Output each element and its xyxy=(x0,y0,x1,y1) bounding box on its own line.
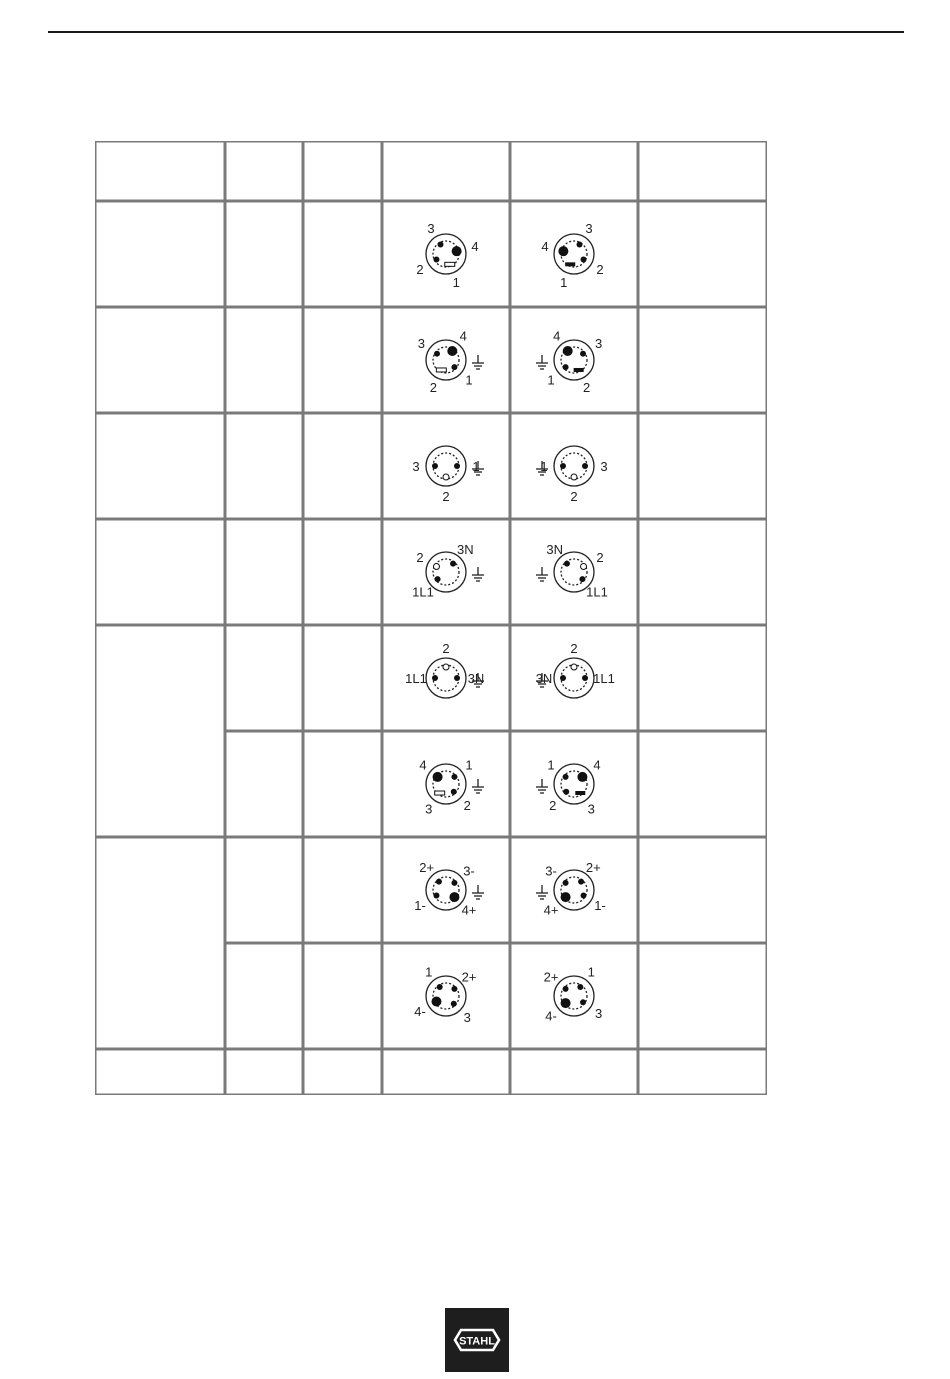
pin-label: 3 xyxy=(594,335,603,351)
contact-pin xyxy=(582,675,588,681)
contact-pin xyxy=(577,984,583,990)
pin-label: 2 xyxy=(442,489,450,504)
connector-outer-ring xyxy=(554,764,594,804)
pin-label: 3N xyxy=(546,542,564,558)
pin-label: 3 xyxy=(425,801,433,817)
connector-face xyxy=(536,641,615,698)
contact-pin xyxy=(563,789,569,795)
pin-label: 4+ xyxy=(461,902,477,918)
earth-icon xyxy=(472,567,484,581)
pin-label: 1 xyxy=(452,275,460,291)
contact-pin xyxy=(432,675,438,681)
pin-label: 2+ xyxy=(585,860,601,876)
contact-pin xyxy=(579,576,585,582)
contact-pin xyxy=(454,463,460,469)
earth-icon xyxy=(536,885,548,899)
pin-label: 2 xyxy=(570,489,578,504)
pin-label: 4- xyxy=(545,1008,557,1024)
connector-face xyxy=(412,446,484,504)
contact-pin xyxy=(561,998,571,1008)
contact-pin xyxy=(581,257,587,263)
pin-label: 2 xyxy=(596,550,604,565)
contact-pin xyxy=(447,346,457,356)
table-grid xyxy=(95,141,767,1095)
contact-pin xyxy=(580,999,586,1005)
pin-label: 2 xyxy=(596,262,604,277)
contact-pin xyxy=(451,986,457,992)
pin-label: 1- xyxy=(594,898,606,913)
pin-label: 4 xyxy=(419,757,427,773)
connector-outer-ring xyxy=(554,340,594,380)
pin-label: 1L1 xyxy=(586,584,608,600)
connector-face xyxy=(414,964,476,1025)
connector-outer-ring xyxy=(426,976,466,1016)
contact-pin xyxy=(450,561,456,567)
pin-label: 3 xyxy=(594,1006,603,1022)
pin-label: 1 xyxy=(540,459,548,474)
pin-label: 2 xyxy=(416,550,424,565)
pin-label: 3 xyxy=(427,221,435,237)
contact-pin xyxy=(580,351,586,357)
contact-pin xyxy=(434,351,440,357)
contact-pin xyxy=(452,246,462,256)
pin-label: 2 xyxy=(416,262,424,277)
pin-label: 4 xyxy=(471,239,479,255)
pin-label: 3N xyxy=(456,542,474,558)
connector-face xyxy=(414,860,484,917)
connector-face xyxy=(544,964,603,1023)
contact-pin xyxy=(433,564,439,570)
contact-pin xyxy=(433,772,443,782)
contact-pin xyxy=(443,474,449,480)
pin-label: 3- xyxy=(545,863,557,879)
contact-pin xyxy=(451,880,457,886)
coding-key xyxy=(445,262,455,266)
pin-label: 3 xyxy=(585,221,593,237)
stahl-logo xyxy=(445,1308,509,1372)
contact-pin xyxy=(432,463,438,469)
pin-label: 3N xyxy=(467,671,485,686)
contact-pin xyxy=(582,463,588,469)
contact-pin xyxy=(449,892,459,902)
pin-label: 3 xyxy=(463,1010,471,1026)
contact-pin xyxy=(560,463,566,469)
contact-pin xyxy=(577,772,587,782)
earth-icon xyxy=(536,355,548,369)
pin-label: 1 xyxy=(547,372,555,388)
contact-pin xyxy=(451,364,457,370)
pin-label: 1 xyxy=(465,372,473,388)
pin-label: 2 xyxy=(549,798,557,814)
contact-pin xyxy=(571,664,577,670)
contact-pin xyxy=(451,789,457,795)
pin-label: 2+ xyxy=(461,969,477,985)
contact-pin xyxy=(558,246,568,256)
coding-key xyxy=(435,791,445,795)
pin-label: 1L1 xyxy=(593,671,615,686)
pin-label: 3 xyxy=(412,459,420,474)
connector-face xyxy=(536,860,606,917)
connector-face xyxy=(418,328,484,395)
pin-label: 2 xyxy=(442,641,450,656)
contact-pin xyxy=(435,576,441,582)
pin-assignment-table xyxy=(95,141,767,1095)
pin-label: 1 xyxy=(560,275,568,291)
pin-label: 4 xyxy=(459,328,467,344)
pin-label: 2 xyxy=(429,380,437,396)
pin-label: 4 xyxy=(553,328,561,344)
contact-pin xyxy=(451,1001,457,1007)
pin-label: 4- xyxy=(414,1004,426,1019)
contact-pin xyxy=(563,774,569,780)
earth-icon xyxy=(536,779,548,793)
pin-label: 1- xyxy=(414,898,426,913)
connector-outer-ring xyxy=(426,340,466,380)
connector-outer-ring xyxy=(426,870,466,910)
contact-pin xyxy=(454,675,460,681)
pin-label: 1L1 xyxy=(412,584,434,600)
contact-pin xyxy=(451,774,457,780)
pin-label: 3- xyxy=(463,863,475,879)
earth-icon xyxy=(472,885,484,899)
contact-pin xyxy=(560,675,566,681)
pin-label: 4+ xyxy=(543,902,559,918)
contact-pin xyxy=(571,474,577,480)
pin-label: 1 xyxy=(465,757,473,773)
pin-label: 2+ xyxy=(543,969,559,985)
contact-pin xyxy=(443,664,449,670)
top-rule xyxy=(48,31,904,33)
coding-key xyxy=(574,368,584,372)
pin-label: 1 xyxy=(472,459,480,474)
contact-pin xyxy=(437,984,443,990)
connector-face xyxy=(536,542,608,599)
contact-pin xyxy=(577,241,583,247)
contact-pin xyxy=(433,893,439,899)
pin-label: 1 xyxy=(547,757,555,773)
connector-face xyxy=(412,542,484,599)
pin-label: 1 xyxy=(587,964,595,980)
contact-pin xyxy=(581,893,587,899)
earth-icon xyxy=(472,779,484,793)
connector-face xyxy=(536,758,601,817)
coding-key xyxy=(575,791,585,795)
contact-pin xyxy=(436,879,442,885)
earth-icon xyxy=(536,567,548,581)
connector-face xyxy=(536,446,608,504)
connector-face xyxy=(416,221,478,290)
connector-outer-ring xyxy=(554,870,594,910)
earth-icon xyxy=(472,355,484,369)
coding-key xyxy=(436,368,446,372)
connector-outer-ring xyxy=(426,764,466,804)
pin-label: 3 xyxy=(587,801,595,817)
contact-pin xyxy=(581,564,587,570)
connector-outer-ring xyxy=(554,976,594,1016)
pin-label: 2+ xyxy=(419,860,435,876)
connector-face xyxy=(536,328,602,395)
contact-pin xyxy=(578,879,584,885)
pin-label: 1L1 xyxy=(405,671,427,686)
contact-pin xyxy=(561,892,571,902)
coding-key xyxy=(565,262,575,266)
contact-pin xyxy=(438,241,444,247)
pin-label: 3 xyxy=(417,335,426,351)
contact-pin xyxy=(563,986,569,992)
contact-pin xyxy=(564,561,570,567)
connector-face xyxy=(541,221,603,290)
connector-face xyxy=(419,758,484,817)
connector-face xyxy=(405,641,484,698)
contact-pin xyxy=(431,997,441,1007)
contact-pin xyxy=(563,880,569,886)
contact-pin xyxy=(563,346,573,356)
contact-pin xyxy=(563,364,569,370)
pin-label: 4 xyxy=(541,239,549,255)
pin-label: 4 xyxy=(593,757,601,773)
pin-label: 2 xyxy=(570,641,578,656)
pin-label: 1 xyxy=(425,964,433,980)
pin-label: 3 xyxy=(600,459,608,474)
pin-label: 2 xyxy=(463,798,471,814)
logo-text: STAHL xyxy=(459,1335,495,1348)
pin-label: 2 xyxy=(583,380,591,396)
contact-pin xyxy=(433,257,439,263)
pin-label: 3N xyxy=(535,671,553,686)
